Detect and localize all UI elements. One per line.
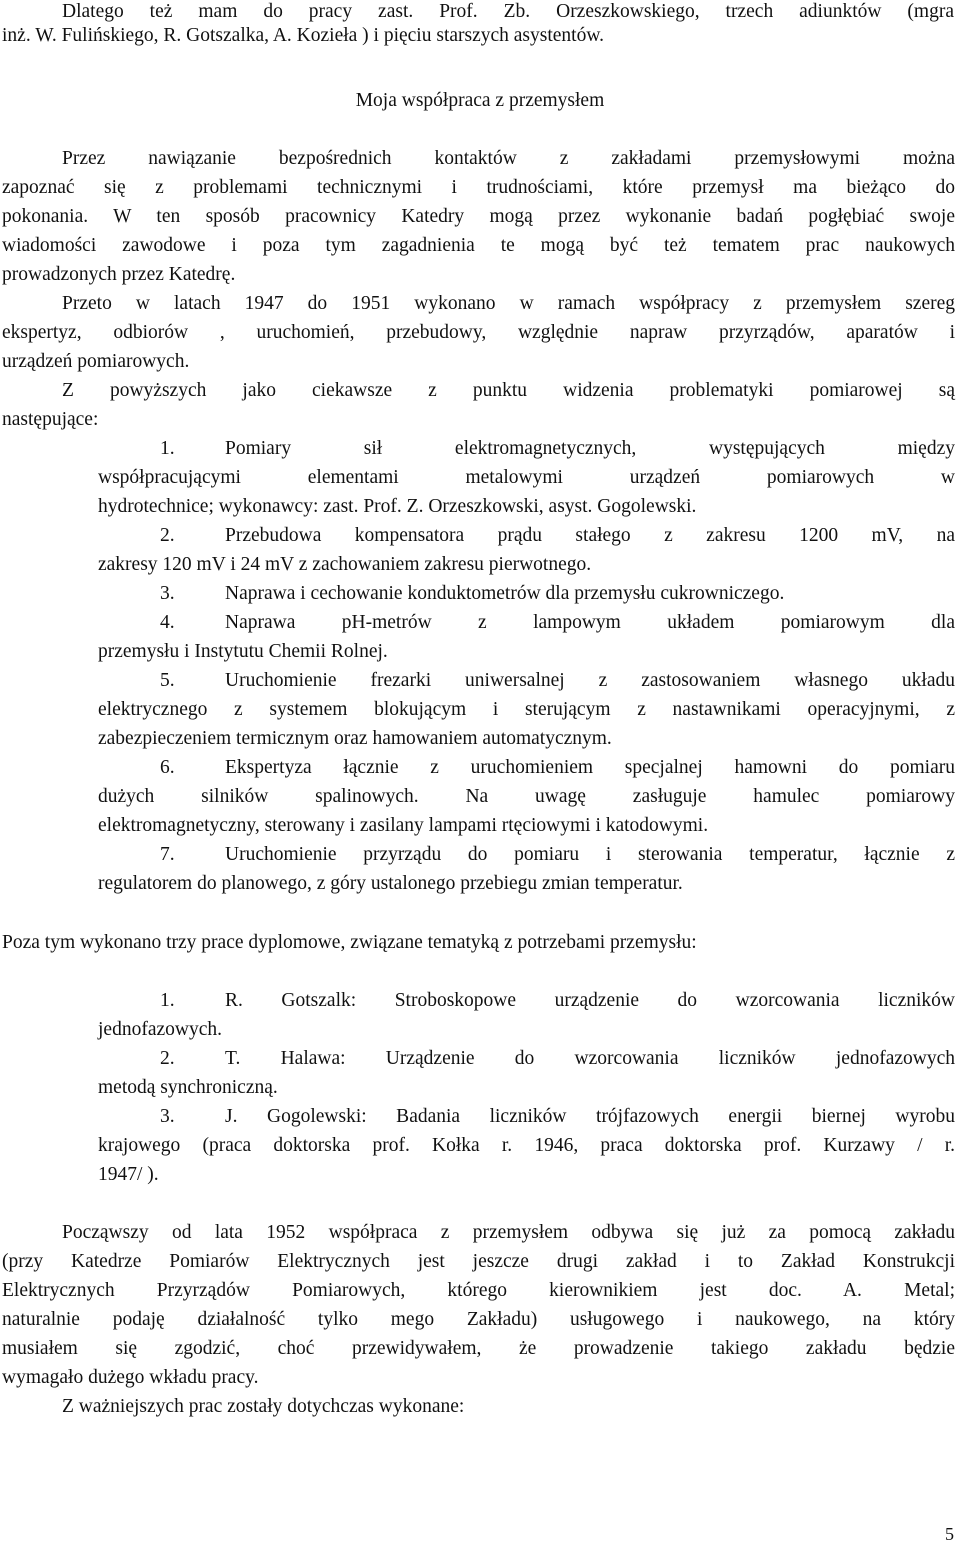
list1-item-1-line-2: współpracującymi elementami metalowymi urządzeń pomiarowych w	[98, 467, 955, 488]
para2-line-2: ekspertyz, odbiorów , uruchomień, przebudowy, względnie napraw przyrządów, aparatów i	[2, 322, 955, 343]
list1-item-2-number: 2.	[160, 525, 175, 546]
para5-line-4: naturalnie podaję działalność tylko mego Zakładu) usługowego i naukowego, na który	[2, 1309, 955, 1330]
list2-item-3-line-1: J. Gogolewski: Badania liczników trójfazowych energii biernej wyrobu	[225, 1106, 955, 1127]
list1-item-2-line-1: Przebudowa kompensatora prądu stałego z zakresu 1200 mV, na	[225, 525, 955, 546]
list1-item-4-line-2: przemysłu i Instytutu Chemii Rolnej.	[98, 641, 388, 662]
list2-item-3-line-3: 1947/ ).	[98, 1164, 159, 1185]
list1-item-4-number: 4.	[160, 612, 175, 633]
para1-line-4: wiadomości zawodowe i poza tym zagadnienia te mogą być też tematem prac naukowych	[2, 235, 955, 256]
list2-item-3-line-2: krajowego (praca doktorska prof. Kołka r. 1946, praca doktorska prof. Kurzawy / r.	[98, 1135, 955, 1156]
para6-line-1: Z ważniejszych prac zostały dotychczas wykonane:	[62, 1396, 465, 1417]
list1-item-5-line-1: Uruchomienie frezarki uniwersalnej z zastosowaniem własnego układu	[225, 670, 955, 691]
list1-item-3-line-1: Naprawa i cechowanie konduktometrów dla przemysłu cukrowniczego.	[225, 583, 785, 604]
list1-item-5-number: 5.	[160, 670, 175, 691]
para5-line-2: (przy Katedrze Pomiarów Elektrycznych jest jeszcze drugi zakład i to Zakład Konstrukcji	[2, 1251, 955, 1272]
para1-line-5: prowadzonych przez Katedrę.	[2, 264, 236, 285]
list1-item-7-line-1: Uruchomienie przyrządu do pomiaru i sterowania temperatur, łącznie z	[225, 844, 955, 865]
list2-item-3-number: 3.	[160, 1106, 175, 1127]
list1-item-1-line-1: Pomiary sił elektromagnetycznych, występujących między	[225, 438, 955, 459]
para2-line-1: Przeto w latach 1947 do 1951 wykonano w ramach współpracy z przemysłem szereg	[62, 293, 955, 314]
list1-item-7-line-2: regulatorem do planowego, z góry ustalonego przebiegu zmian temperatur.	[98, 873, 683, 894]
para5-line-1: Począwszy od lata 1952 współpraca z przemysłem odbywa się już za pomocą zakładu	[62, 1222, 955, 1243]
list2-item-2-number: 2.	[160, 1048, 175, 1069]
para1-line-1: Przez nawiązanie bezpośrednich kontaktów z zakładami przemysłowymi można	[62, 148, 955, 169]
intro-line-2: inż. W. Fulińskiego, R. Gotszalka, A. Kozieła ) i pięciu starszych asystentów.	[2, 25, 605, 46]
para4-line-1: Poza tym wykonano trzy prace dyplomowe, związane tematyką z potrzebami przemysłu:	[2, 932, 697, 953]
para1-line-3: pokonania. W ten sposób pracownicy Katedry mogą przez wykonanie badań pogłębiać swoje	[2, 206, 955, 227]
list1-item-2-line-2: zakresy 120 mV i 24 mV z zachowaniem zakresu pierwotnego.	[98, 554, 592, 575]
list2-item-2-line-2: metodą synchroniczną.	[98, 1077, 278, 1098]
para3-line-2: następujące:	[2, 409, 99, 430]
list2-item-1-line-1: R. Gotszalk: Stroboskopowe urządzenie do wzorcowania liczników	[225, 990, 955, 1011]
list1-item-4-line-1: Naprawa pH-metrów z lampowym układem pomiarowym dla	[225, 612, 955, 633]
list2-item-1-number: 1.	[160, 990, 175, 1011]
para5-line-5: musiałem się zgodzić, choć przewidywałem, że prowadzenie takiego zakładu będzie	[2, 1338, 955, 1359]
list1-item-5-line-2: elektrycznego z systemem blokującym i sterującym z nastawnikami operacyjnymi, z	[98, 699, 955, 720]
para1-line-2: zapoznać się z problemami technicznymi i trudnościami, które przemysł ma bieżąco do	[2, 177, 955, 198]
list2-item-1-line-2: jednofazowych.	[98, 1019, 222, 1040]
list1-item-6-line-1: Ekspertyza łącznie z uruchomieniem specjalnej hamowni do pomiaru	[225, 757, 955, 778]
page-number: 5	[945, 1524, 954, 1544]
list1-item-6-line-2: dużych silników spalinowych. Na uwagę zasługuje hamulec pomiarowy	[98, 786, 955, 807]
intro-line-1: Dlatego też mam do pracy zast. Prof. Zb. Orzeszkowskiego, trzech adiunktów (mgra	[62, 1, 954, 22]
para2-line-3: urządzeń pomiarowych.	[2, 351, 190, 372]
list1-item-5-line-3: zabezpieczeniem termicznym oraz hamowaniem automatycznym.	[98, 728, 612, 749]
section-heading: Moja współpraca z przemysłem	[355, 90, 605, 111]
list1-item-6-number: 6.	[160, 757, 175, 778]
list1-item-1-number: 1.	[160, 438, 175, 459]
list1-item-7-number: 7.	[160, 844, 175, 865]
list2-item-2-line-1: T. Halawa: Urządzenie do wzorcowania liczników jednofazowych	[225, 1048, 955, 1069]
list1-item-6-line-3: elektromagnetyczny, sterowany i zasilany lampami rtęciowymi i katodowymi.	[98, 815, 709, 836]
para5-line-6: wymagało dużego wkładu pracy.	[2, 1367, 259, 1388]
list1-item-3-number: 3.	[160, 583, 175, 604]
para5-line-3: Elektrycznych Przyrządów Pomiarowych, którego kierownikiem jest doc. A. Metal;	[2, 1280, 955, 1301]
list1-item-1-line-3: hydrotechnice; wykonawcy: zast. Prof. Z. Orzeszkowski, asyst. Gogolewski.	[98, 496, 697, 517]
para3-line-1: Z powyższych jako ciekawsze z punktu widzenia problematyki pomiarowej są	[62, 380, 955, 401]
